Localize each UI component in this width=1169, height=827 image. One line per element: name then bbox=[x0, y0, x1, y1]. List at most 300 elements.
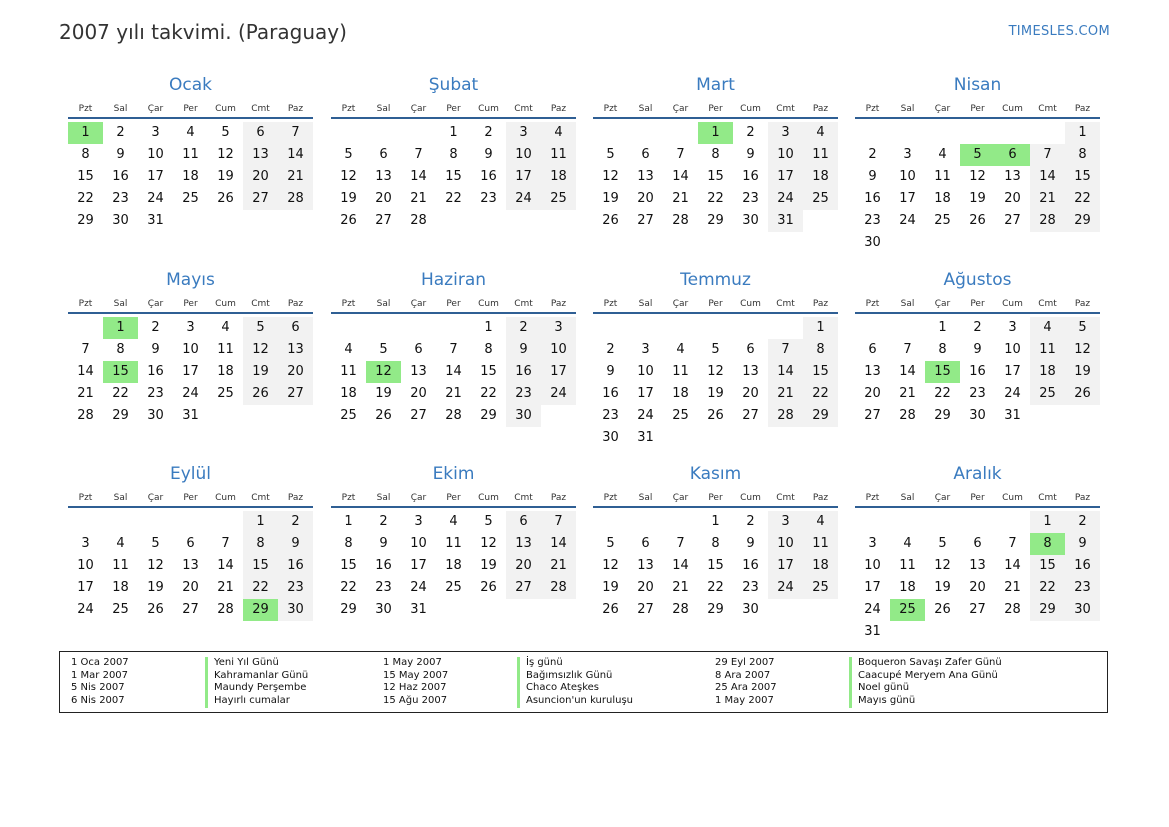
calendar-day: 23 bbox=[480, 191, 497, 206]
legend-holiday-name: Boqueron Savaşı Zafer Günü bbox=[849, 657, 1002, 670]
week-row bbox=[331, 405, 576, 427]
calendar-day: 30 bbox=[278, 599, 313, 621]
weekday-label: Per bbox=[183, 493, 198, 503]
weekday-label: Çar bbox=[672, 493, 689, 503]
legend-date: 15 May 2007 bbox=[383, 669, 449, 681]
week-row bbox=[855, 555, 1100, 577]
calendar-day: 23 bbox=[969, 386, 986, 401]
calendar-day: 5 bbox=[344, 147, 353, 162]
week-row bbox=[331, 511, 576, 533]
empty-day bbox=[960, 621, 995, 643]
legend-date: 5 Nis 2007 bbox=[71, 682, 125, 694]
calendar-day: 11 bbox=[541, 144, 576, 166]
empty-day bbox=[1030, 621, 1065, 643]
calendar-day: 26 bbox=[602, 213, 619, 228]
calendar-day: 28 bbox=[445, 408, 462, 423]
empty-day bbox=[278, 210, 313, 232]
calendar-day: 13 bbox=[637, 558, 654, 573]
empty-day bbox=[1030, 122, 1065, 144]
calendar-day: 18 bbox=[445, 558, 462, 573]
week-row bbox=[855, 166, 1100, 188]
week-row bbox=[331, 555, 576, 577]
calendar-day: 31 bbox=[768, 210, 803, 232]
calendar-day: 17 bbox=[182, 364, 199, 379]
calendar-day: 4 bbox=[449, 514, 458, 529]
empty-day bbox=[208, 511, 243, 533]
weekday-label: Sal bbox=[376, 493, 391, 503]
calendar-day: 27 bbox=[1004, 213, 1021, 228]
calendar-day: 14 bbox=[541, 533, 576, 555]
calendar-day: 24 bbox=[768, 188, 803, 210]
calendar-day: 21 bbox=[768, 383, 803, 405]
month-name: Mart bbox=[696, 75, 735, 95]
calendar-day: 3 bbox=[414, 514, 423, 529]
calendar-day: 15 bbox=[77, 169, 94, 184]
weekday-header bbox=[331, 296, 576, 314]
month-block bbox=[68, 269, 313, 427]
empty-day bbox=[995, 232, 1030, 254]
calendar-day: 28 bbox=[899, 408, 916, 423]
calendar-day: 6 bbox=[641, 536, 650, 551]
calendar-day: 20 bbox=[410, 386, 427, 401]
weekday-label: Paz bbox=[287, 104, 304, 114]
week-row bbox=[593, 533, 838, 555]
site-link[interactable]: TIMESLES.COM bbox=[1008, 24, 1110, 39]
calendar-day: 9 bbox=[484, 147, 493, 162]
empty-day bbox=[663, 317, 698, 339]
calendar-day: 1 bbox=[484, 320, 493, 335]
month-name: Ocak bbox=[169, 75, 212, 95]
month-block bbox=[855, 269, 1100, 427]
week-row bbox=[855, 511, 1100, 533]
calendar-day: 11 bbox=[445, 536, 462, 551]
legend-holiday-name: Yeni Yıl Günü bbox=[205, 657, 279, 670]
calendar-day: 12 bbox=[602, 169, 619, 184]
legend-date: 6 Nis 2007 bbox=[71, 695, 125, 707]
weekday-header bbox=[331, 101, 576, 119]
legend-date: 1 May 2007 bbox=[715, 695, 774, 707]
legend-date: 1 Mar 2007 bbox=[71, 669, 129, 681]
calendar-day: 30 bbox=[1065, 599, 1100, 621]
month-block bbox=[855, 74, 1100, 254]
weekday-label: Cmt bbox=[251, 493, 270, 503]
calendar-day: 29 bbox=[77, 213, 94, 228]
calendar-day: 17 bbox=[768, 555, 803, 577]
calendar-day: 27 bbox=[243, 188, 278, 210]
calendar-day: 13 bbox=[375, 169, 392, 184]
calendar-day: 14 bbox=[410, 169, 427, 184]
month-block bbox=[593, 463, 838, 621]
page-title: 2007 yılı takvimi. (Paraguay) bbox=[59, 20, 347, 44]
calendar-day: 24 bbox=[147, 191, 164, 206]
calendar-day: 16 bbox=[864, 191, 881, 206]
calendar-day: 5 bbox=[243, 317, 278, 339]
weekday-label: Sal bbox=[376, 299, 391, 309]
calendar-day: 22 bbox=[707, 580, 724, 595]
calendar-day: 13 bbox=[742, 364, 759, 379]
calendar-day: 5 bbox=[221, 125, 230, 140]
calendar-day: 28 bbox=[672, 602, 689, 617]
weekday-label: Cmt bbox=[1038, 104, 1057, 114]
empty-day bbox=[506, 599, 541, 621]
month-name: Nisan bbox=[953, 75, 1002, 95]
calendar-day: 16 bbox=[278, 555, 313, 577]
calendar-day: 26 bbox=[480, 580, 497, 595]
calendar-day: 28 bbox=[278, 188, 313, 210]
calendar-day: 22 bbox=[707, 191, 724, 206]
calendar-day: 27 bbox=[182, 602, 199, 617]
calendar-day: 21 bbox=[445, 386, 462, 401]
weekday-label: Sal bbox=[113, 299, 128, 309]
weekday-label: Sal bbox=[900, 104, 915, 114]
calendar-day: 9 bbox=[116, 147, 125, 162]
week-row bbox=[855, 599, 1100, 621]
calendar-day: 20 bbox=[1004, 191, 1021, 206]
empty-day bbox=[208, 210, 243, 232]
weekday-label: Sal bbox=[376, 104, 391, 114]
calendar-day: 11 bbox=[217, 342, 234, 357]
legend-holiday-name: Caacupé Meryem Ana Günü bbox=[849, 670, 998, 683]
calendar-day: 14 bbox=[1030, 166, 1065, 188]
empty-day bbox=[663, 122, 698, 144]
calendar-day: 7 bbox=[541, 511, 576, 533]
empty-day bbox=[401, 122, 436, 144]
calendar-day: 8 bbox=[711, 147, 720, 162]
calendar-day: 16 bbox=[375, 558, 392, 573]
calendar-day: 14 bbox=[217, 558, 234, 573]
calendar-day: 30 bbox=[864, 235, 881, 250]
calendar-day: 19 bbox=[340, 191, 357, 206]
weekday-label: Pzt bbox=[865, 299, 880, 309]
legend-holiday-name: Noel günü bbox=[849, 682, 909, 695]
holiday-day: 6 bbox=[995, 144, 1030, 166]
month-block bbox=[331, 269, 576, 427]
calendar-day: 10 bbox=[864, 558, 881, 573]
weekday-label: Cum bbox=[478, 299, 499, 309]
month-days bbox=[331, 511, 576, 621]
calendar-day: 2 bbox=[606, 342, 615, 357]
calendar-day: 29 bbox=[803, 405, 838, 427]
calendar-day: 27 bbox=[864, 408, 881, 423]
calendar-day: 7 bbox=[81, 342, 90, 357]
calendar-day: 3 bbox=[186, 320, 195, 335]
empty-day bbox=[925, 621, 960, 643]
empty-day bbox=[1065, 232, 1100, 254]
calendar-day: 25 bbox=[541, 188, 576, 210]
week-row bbox=[593, 511, 838, 533]
calendar-day: 28 bbox=[672, 213, 689, 228]
calendar-day: 12 bbox=[602, 558, 619, 573]
calendar-day: 29 bbox=[934, 408, 951, 423]
calendar-day: 20 bbox=[864, 386, 881, 401]
calendar-day: 17 bbox=[864, 580, 881, 595]
calendar-day: 25 bbox=[217, 386, 234, 401]
calendar-day: 25 bbox=[182, 191, 199, 206]
calendar-day: 1 bbox=[449, 125, 458, 140]
week-row bbox=[855, 122, 1100, 144]
weekday-label: Çar bbox=[410, 299, 427, 309]
calendar-day: 17 bbox=[768, 166, 803, 188]
calendar-day: 21 bbox=[672, 580, 689, 595]
calendar-day: 17 bbox=[899, 191, 916, 206]
calendar-day: 3 bbox=[541, 317, 576, 339]
empty-day bbox=[138, 511, 173, 533]
week-row bbox=[593, 383, 838, 405]
calendar-day: 5 bbox=[606, 147, 615, 162]
week-row bbox=[331, 144, 576, 166]
calendar-day: 12 bbox=[934, 558, 951, 573]
calendar-day: 18 bbox=[340, 386, 357, 401]
calendar-day: 25 bbox=[934, 213, 951, 228]
empty-day bbox=[103, 511, 138, 533]
calendar-day: 31 bbox=[1004, 408, 1021, 423]
weekday-label: Pzt bbox=[78, 104, 93, 114]
empty-day bbox=[628, 317, 663, 339]
calendar-day: 17 bbox=[77, 580, 94, 595]
calendar-day: 30 bbox=[506, 405, 541, 427]
calendar-day: 8 bbox=[803, 339, 838, 361]
weekday-label: Cmt bbox=[776, 299, 795, 309]
week-row bbox=[331, 210, 576, 232]
empty-day bbox=[366, 122, 401, 144]
weekday-label: Cmt bbox=[514, 299, 533, 309]
calendar-day: 22 bbox=[803, 383, 838, 405]
calendar-day: 14 bbox=[77, 364, 94, 379]
calendar-day: 1 bbox=[243, 511, 278, 533]
calendar-day: 29 bbox=[480, 408, 497, 423]
weekday-label: Cmt bbox=[776, 104, 795, 114]
weekday-header bbox=[68, 101, 313, 119]
calendar-day: 27 bbox=[969, 602, 986, 617]
calendar-day: 19 bbox=[1065, 361, 1100, 383]
weekday-label: Pzt bbox=[341, 299, 356, 309]
calendar-day: 15 bbox=[707, 558, 724, 573]
calendar-day: 16 bbox=[969, 364, 986, 379]
calendar-day: 6 bbox=[278, 317, 313, 339]
calendar-day: 3 bbox=[768, 511, 803, 533]
weekday-label: Per bbox=[183, 104, 198, 114]
calendar-day: 18 bbox=[182, 169, 199, 184]
calendar-day: 21 bbox=[672, 191, 689, 206]
calendar-day: 26 bbox=[969, 213, 986, 228]
calendar-day: 18 bbox=[803, 166, 838, 188]
empty-day bbox=[890, 621, 925, 643]
calendar-day: 24 bbox=[899, 213, 916, 228]
calendar-day: 10 bbox=[768, 533, 803, 555]
weekday-label: Pzt bbox=[78, 299, 93, 309]
calendar-day: 10 bbox=[506, 144, 541, 166]
calendar-day: 8 bbox=[344, 536, 353, 551]
calendar-day: 18 bbox=[217, 364, 234, 379]
calendar-day: 7 bbox=[676, 147, 685, 162]
calendar-day: 14 bbox=[672, 169, 689, 184]
weekday-label: Cum bbox=[1002, 104, 1023, 114]
week-row bbox=[593, 210, 838, 232]
month-block bbox=[855, 463, 1100, 643]
calendar-day: 12 bbox=[480, 536, 497, 551]
calendar-day: 13 bbox=[637, 169, 654, 184]
weekday-label: Çar bbox=[934, 493, 951, 503]
week-row bbox=[68, 339, 313, 361]
holiday-day: 8 bbox=[1030, 533, 1065, 555]
week-row bbox=[331, 122, 576, 144]
weekday-label: Cmt bbox=[251, 299, 270, 309]
calendar-day: 20 bbox=[278, 361, 313, 383]
calendar-day: 17 bbox=[506, 166, 541, 188]
empty-day bbox=[1065, 405, 1100, 427]
calendar-day: 19 bbox=[243, 361, 278, 383]
calendar-day: 5 bbox=[711, 342, 720, 357]
empty-day bbox=[768, 599, 803, 621]
empty-day bbox=[68, 511, 103, 533]
weekday-label: Pzt bbox=[865, 104, 880, 114]
weekday-label: Cum bbox=[215, 493, 236, 503]
calendar-day: 8 bbox=[711, 536, 720, 551]
weekday-label: Per bbox=[970, 104, 985, 114]
empty-day bbox=[436, 599, 471, 621]
calendar-day: 20 bbox=[506, 555, 541, 577]
empty-day bbox=[768, 317, 803, 339]
calendar-day: 6 bbox=[506, 511, 541, 533]
calendar-day: 8 bbox=[1065, 144, 1100, 166]
week-row bbox=[855, 533, 1100, 555]
empty-day bbox=[1065, 621, 1100, 643]
calendar-day: 29 bbox=[1065, 210, 1100, 232]
calendar-day: 22 bbox=[445, 191, 462, 206]
calendar-day: 17 bbox=[410, 558, 427, 573]
week-row bbox=[855, 361, 1100, 383]
weekday-label: Per bbox=[446, 493, 461, 503]
calendar-day: 23 bbox=[147, 386, 164, 401]
week-row bbox=[855, 317, 1100, 339]
month-days bbox=[68, 317, 313, 427]
empty-day bbox=[925, 232, 960, 254]
empty-day bbox=[768, 427, 803, 449]
holiday-day: 1 bbox=[698, 122, 733, 144]
calendar-day: 3 bbox=[903, 147, 912, 162]
empty-day bbox=[471, 210, 506, 232]
week-row bbox=[331, 361, 576, 383]
weekday-label: Paz bbox=[812, 493, 829, 503]
calendar-day: 11 bbox=[934, 169, 951, 184]
calendar-day: 10 bbox=[77, 558, 94, 573]
calendar-day: 23 bbox=[742, 580, 759, 595]
calendar-day: 12 bbox=[147, 558, 164, 573]
empty-day bbox=[243, 210, 278, 232]
weekday-label: Sal bbox=[900, 493, 915, 503]
calendar-day: 11 bbox=[803, 533, 838, 555]
calendar-day: 17 bbox=[637, 386, 654, 401]
weekday-header bbox=[68, 490, 313, 508]
calendar-day: 14 bbox=[445, 364, 462, 379]
weekday-label: Sal bbox=[638, 104, 653, 114]
weekday-label: Sal bbox=[113, 493, 128, 503]
week-row bbox=[68, 188, 313, 210]
weekday-label: Çar bbox=[934, 299, 951, 309]
calendar-day: 3 bbox=[151, 125, 160, 140]
empty-day bbox=[890, 317, 925, 339]
weekday-label: Per bbox=[708, 493, 723, 503]
empty-day bbox=[278, 405, 313, 427]
weekday-label: Paz bbox=[287, 299, 304, 309]
calendar-day: 22 bbox=[112, 386, 129, 401]
calendar-day: 2 bbox=[746, 125, 755, 140]
month-block bbox=[68, 74, 313, 232]
weekday-label: Çar bbox=[147, 493, 164, 503]
calendar-day: 19 bbox=[969, 191, 986, 206]
empty-day bbox=[541, 210, 576, 232]
calendar-day: 20 bbox=[637, 191, 654, 206]
calendar-day: 4 bbox=[1030, 317, 1065, 339]
weekday-label: Paz bbox=[287, 493, 304, 503]
empty-day bbox=[855, 122, 890, 144]
calendar-day: 6 bbox=[186, 536, 195, 551]
calendar-day: 9 bbox=[506, 339, 541, 361]
holiday-day: 12 bbox=[366, 361, 401, 383]
weekday-label: Cum bbox=[740, 104, 761, 114]
weekday-header bbox=[593, 101, 838, 119]
calendar-day: 3 bbox=[641, 342, 650, 357]
legend-holiday-name: Asuncion'un kuruluşu bbox=[517, 695, 633, 708]
empty-day bbox=[208, 405, 243, 427]
calendar-day: 8 bbox=[243, 533, 278, 555]
weekday-label: Per bbox=[183, 299, 198, 309]
calendar-day: 29 bbox=[707, 213, 724, 228]
legend-date: 15 Ağu 2007 bbox=[383, 695, 448, 707]
calendar-day: 10 bbox=[182, 342, 199, 357]
calendar-day: 29 bbox=[112, 408, 129, 423]
calendar-day: 12 bbox=[243, 339, 278, 361]
calendar-day: 26 bbox=[707, 408, 724, 423]
calendar-day: 18 bbox=[899, 580, 916, 595]
calendar-day: 6 bbox=[641, 147, 650, 162]
empty-day bbox=[541, 599, 576, 621]
calendar-day: 12 bbox=[340, 169, 357, 184]
weekday-label: Sal bbox=[638, 493, 653, 503]
weekday-label: Sal bbox=[900, 299, 915, 309]
calendar-day: 8 bbox=[81, 147, 90, 162]
calendar-day: 8 bbox=[116, 342, 125, 357]
empty-day bbox=[663, 427, 698, 449]
calendar-day: 26 bbox=[375, 408, 392, 423]
month-name: Ekim bbox=[432, 464, 475, 484]
calendar-day: 13 bbox=[969, 558, 986, 573]
month-days bbox=[68, 122, 313, 232]
month-name: Eylül bbox=[169, 464, 212, 484]
empty-day bbox=[960, 511, 995, 533]
calendar-day: 16 bbox=[480, 169, 497, 184]
calendar-day: 11 bbox=[1030, 339, 1065, 361]
weekday-header bbox=[855, 101, 1100, 119]
calendar-day: 3 bbox=[868, 536, 877, 551]
calendar-day: 27 bbox=[278, 383, 313, 405]
legend-holiday-name: Kahramanlar Günü bbox=[205, 670, 308, 683]
calendar-day: 6 bbox=[868, 342, 877, 357]
calendar-day: 13 bbox=[864, 364, 881, 379]
calendar-day: 15 bbox=[480, 364, 497, 379]
weekday-label: Cmt bbox=[251, 104, 270, 114]
empty-day bbox=[663, 511, 698, 533]
week-row bbox=[68, 533, 313, 555]
empty-day bbox=[890, 232, 925, 254]
calendar-day: 2 bbox=[379, 514, 388, 529]
empty-day bbox=[506, 210, 541, 232]
calendar-day: 27 bbox=[742, 408, 759, 423]
weekday-label: Çar bbox=[410, 104, 427, 114]
calendar-day: 9 bbox=[746, 147, 755, 162]
calendar-day: 10 bbox=[637, 364, 654, 379]
week-row bbox=[331, 533, 576, 555]
